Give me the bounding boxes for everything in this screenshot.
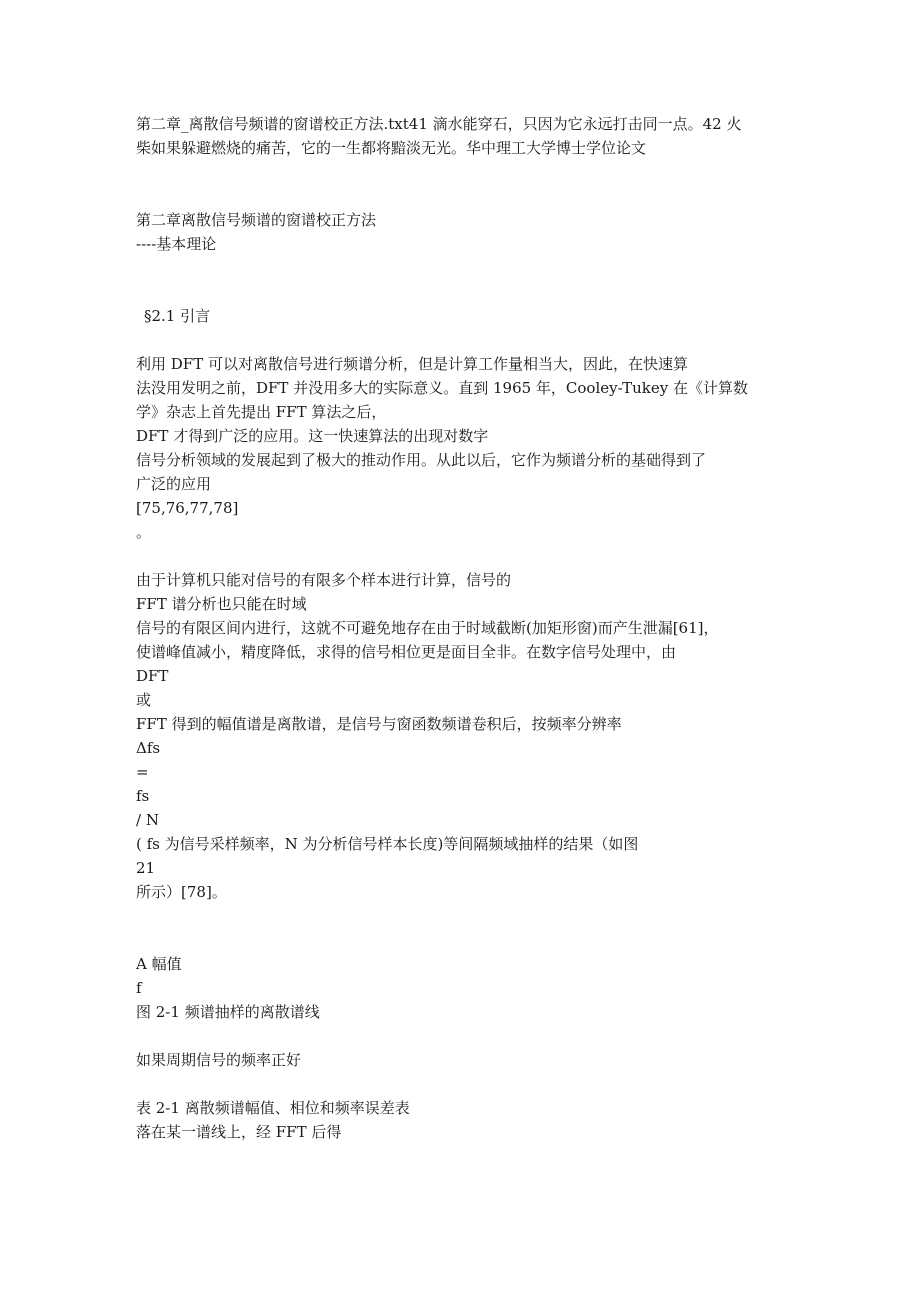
paragraph-2: [136, 568, 796, 904]
paragraph-line: 。: [136, 523, 152, 541]
chapter-title: 第二章离散信号频谱的窗谱校正方法: [136, 211, 377, 229]
formula-fragment: Δfs: [136, 739, 161, 757]
paragraph-line: 利用 DFT 可以对离散信号进行频谱分析，但是计算工作量相当大，因此，在快速算: [136, 355, 688, 373]
spacer: [136, 1024, 796, 1048]
formula-fragment: =: [136, 763, 149, 781]
paragraph-line: 使谱峰值减小，精度降低，求得的信号相位更是面目全非。在数字信号处理中，由: [136, 643, 677, 661]
citation: [75,76,77,78]: [136, 499, 239, 517]
header-block: [136, 112, 796, 160]
header-line-2: 柴如果躲避燃烧的痛苦，它的一生都将黯淡无光。华中理工大学博士学位论文: [136, 139, 647, 157]
paragraph-line: 由于计算机只能对信号的有限多个样本进行计算，信号的: [136, 571, 512, 589]
paragraph-line: 学》杂志上首先提出 FFT 算法之后，: [136, 403, 387, 421]
spacer: [136, 160, 796, 208]
formula-fragment: / N: [136, 811, 159, 829]
paragraph-line: FFT 得到的幅值谱是离散谱，是信号与窗函数频谱卷积后，按频率分辨率: [136, 715, 622, 733]
paragraph-line: DFT: [136, 667, 169, 685]
paragraph-line: 落在某一谱线上，经 FFT 后得: [136, 1123, 342, 1141]
header-line-1: 第二章_离散信号频谱的窗谱校正方法.txt41 滴水能穿石，只因为它永远打击同一点。42 火: [136, 115, 742, 133]
paragraph-3: 如果周期信号的频率正好: [136, 1051, 302, 1069]
figure-axis-label: A 幅值: [136, 955, 182, 973]
paragraph-line: 信号分析领域的发展起到了极大的推动作用。从此以后，它作为频谱分析的基础得到了: [136, 451, 707, 469]
figure-caption: 图 2-1 频谱抽样的离散谱线: [136, 1003, 320, 1021]
section-title: §2.1 引言: [144, 307, 211, 325]
paragraph-line: FFT 谱分析也只能在时域: [136, 595, 307, 613]
paragraph-1: [136, 352, 796, 544]
paragraph-line: 信号的有限区间内进行，这就不可避免地存在由于时域截断(加矩形窗)而产生泄漏[61]，: [136, 619, 719, 637]
paragraph-line: 法没用发明之前，DFT 并没用多大的实际意义。直到 1965 年，Cooley-Tukey 在《计算数: [136, 379, 749, 397]
chapter-subtitle: ----基本理论: [136, 235, 217, 253]
figure-axis-label: f: [136, 979, 142, 997]
spacer: [136, 1072, 796, 1096]
paragraph-line: 21: [136, 859, 156, 877]
spacer: [136, 328, 796, 352]
paragraph-line: ( fs 为信号采样频率，N 为分析信号样本长度)等间隔频域抽样的结果（如图: [136, 835, 639, 853]
spacer: [136, 904, 796, 952]
spacer: [136, 256, 796, 304]
document-body: [136, 112, 796, 1144]
chapter-heading: [136, 208, 796, 256]
paragraph-line: DFT 才得到广泛的应用。这一快速算法的出现对数字: [136, 427, 489, 445]
figure-block: [136, 952, 796, 1024]
spacer: [136, 544, 796, 568]
paragraph-line: 或: [136, 691, 152, 709]
paragraph-line: 广泛的应用: [136, 475, 212, 493]
table-ref-block: [136, 1096, 796, 1144]
table-caption: 表 2-1 离散频谱幅值、相位和频率误差表: [136, 1099, 410, 1117]
formula-fragment: fs: [136, 787, 150, 805]
paragraph-line: 所示）[78]。: [136, 883, 227, 901]
